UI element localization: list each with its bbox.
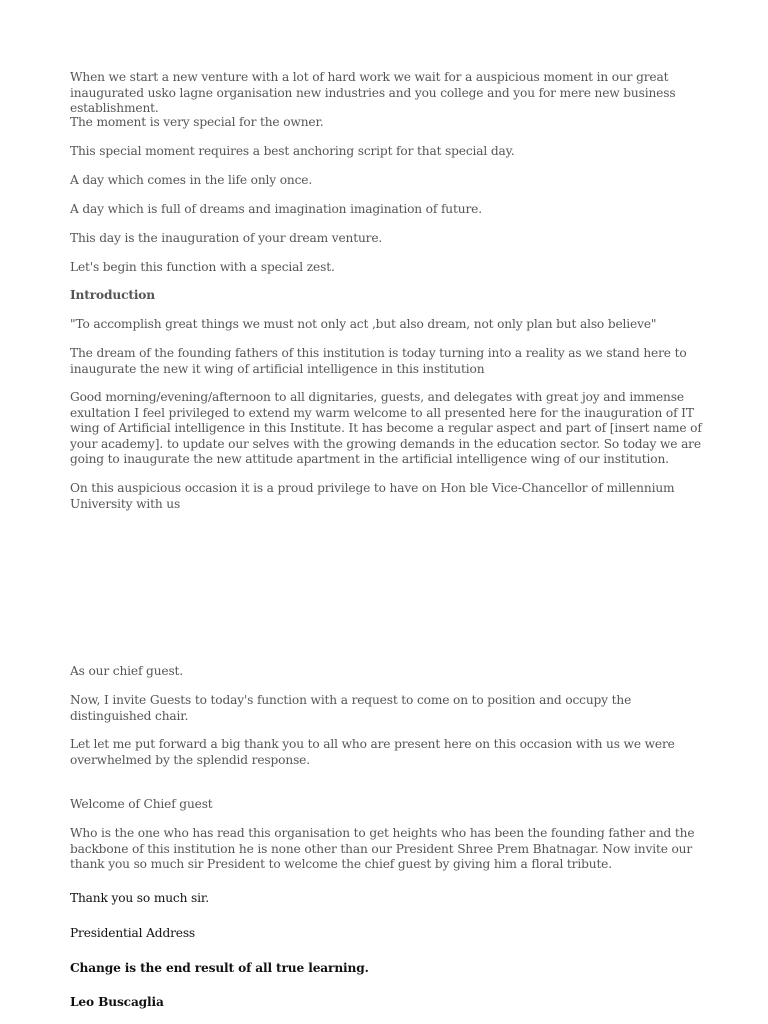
heading-presidential-address: Presidential Address: [70, 926, 196, 940]
opening-paragraph: When we start a new venture with a lot of hard work we wait for a auspicious moment in our great inaugurated usko lagne organisation new industries and you college and you for mere new business establishment.: [70, 70, 676, 115]
paragraph-dreams: A day which is full of dreams and imagination imagination of future.: [70, 202, 482, 216]
paragraph-special-moment: The moment is very special for the owner.: [70, 115, 324, 129]
paragraph-inauguration-day: This day is the inauguration of your dream venture.: [70, 231, 383, 245]
paragraph-chief-guest: As our chief guest.: [70, 664, 184, 678]
paragraph-day-once: A day which comes in the life only once.: [70, 173, 313, 187]
quote-change-learning: Change is the end result of all true learning.: [70, 961, 369, 975]
paragraph-begin-function: Let's begin this function with a special zest.: [70, 260, 335, 274]
heading-introduction: Introduction: [70, 288, 155, 302]
quote-author: Leo Buscaglia: [70, 995, 164, 1009]
paragraph-president-intro: Who is the one who has read this organisation to get heights who has been the founding father and the backbone of this institution he is none other than our President Shree Prem Bhatnagar. Now invite our thank you so much sir President to welcome the chief guest by giving him a floral tribute.: [70, 826, 695, 871]
paragraph-founding-fathers: The dream of the founding fathers of this institution is today turning into a reality as we stand here to inaugurate the new it wing of artificial intelligence in this institution: [70, 346, 687, 376]
paragraph-thank-you-sir: Thank you so much sir.: [70, 891, 209, 905]
paragraph-welcome-greeting: Good morning/evening/afternoon to all dignitaries, guests, and delegates with great joy and immense exultation I feel privileged to extend my warm welcome to all presented here for the inauguration of IT wing of Artificial intelligence in this Institute. It has become a regular aspect and part of [insert name of your academy]. to update our selves with the growing demands in the education sector. So today we are going to inaugurate the new attitude apartment in the artificial intelligence wing of our institution.: [70, 390, 702, 466]
paragraph-vice-chancellor: On this auspicious occasion it is a proud privilege to have on Hon ble Vice-Chancellor of millennium University with us: [70, 481, 675, 511]
paragraph-anchoring-script: This special moment requires a best anchoring script for that special day.: [70, 144, 515, 158]
paragraph-invite-guests: Now, I invite Guests to today's function with a request to come on to position and occupy the distinguished chair.: [70, 693, 632, 723]
paragraph-thank-you-all: Let let me put forward a big thank you to all who are present here on this occasion with us we were overwhelmed by the splendid response.: [70, 737, 675, 767]
heading-welcome-chief-guest: Welcome of Chief guest: [70, 797, 213, 811]
quote-paragraph: "To accomplish great things we must not only act ,but also dream, not only plan but also believe": [70, 317, 657, 331]
